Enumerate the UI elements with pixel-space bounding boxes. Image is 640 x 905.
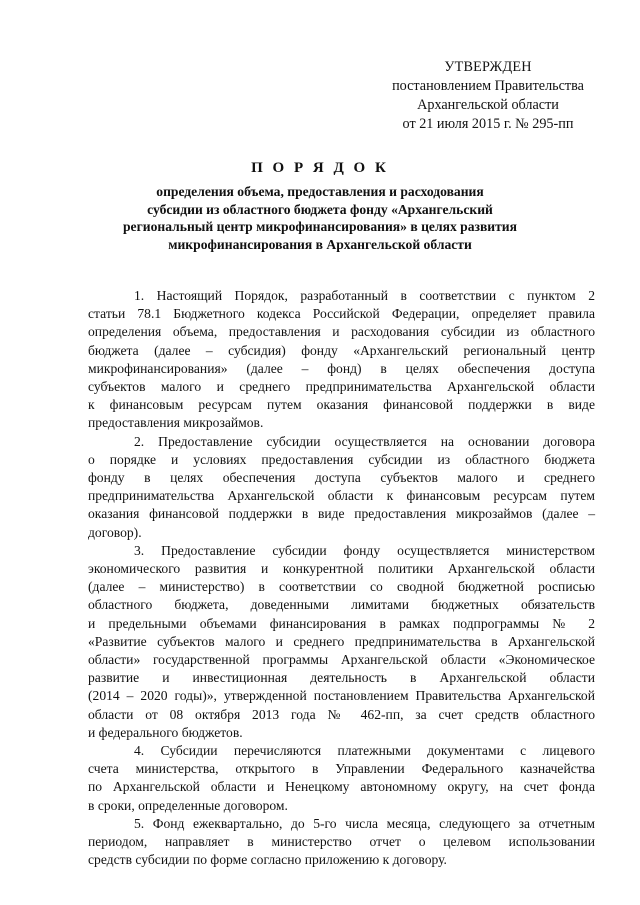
paragraph-line: области от 08 октября 2013 года № 462-пп, за счет средств областного <box>88 706 595 722</box>
paragraph-4 <box>88 742 595 815</box>
paragraph-5 <box>88 815 595 870</box>
paragraph-line: 3. Предоставление субсидии фонду осуществляется министерством <box>134 542 595 558</box>
title-line: региональный центр микрофинансирования» в целях развития <box>123 219 517 235</box>
approval-line: постановлением Правительства <box>392 78 584 94</box>
paragraph-line: договор). <box>88 524 142 540</box>
paragraph-line: предоставления микрозаймов. <box>88 415 264 431</box>
paragraph-line: предпринимательства Архангельской области к финансовым ресурсам путем <box>88 488 595 504</box>
paragraph-line: микрофинансирования» (далее – фонд) в целях обеспечения доступа <box>88 360 595 376</box>
title-heading: П О Р Я Д О К <box>251 160 389 176</box>
paragraph-line: средств субсидии по форме согласно приложению к договору. <box>88 852 447 868</box>
paragraph-line: счета министерства, открытого в Управлении Федерального казначейства <box>88 761 595 777</box>
paragraph-line: бюджета (далее – субсидия) фонду «Архангельский региональный центр <box>88 342 595 358</box>
title-line: определения объема, предоставления и расходования <box>156 184 484 199</box>
paragraph-line: (2014 – 2020 годы)», утвержденной постановлением Правительства Архангельской <box>88 688 595 704</box>
paragraph-line: 4. Субсидии перечисляются платежными документами с лицевого <box>134 743 595 759</box>
paragraph-line: областного бюджета, доведенными лимитами бюджетных обязательств <box>88 597 595 613</box>
paragraph-line: фонду в целях обеспечения доступа субъектов малого и среднего <box>88 470 595 486</box>
document-title <box>60 158 580 253</box>
paragraph-1 <box>88 287 595 433</box>
paragraph-line: и предельными объемами финансирования в рамках подпрограммы № 2 <box>88 615 595 631</box>
approval-word: УТВЕРЖДЕН <box>444 59 532 75</box>
paragraph-line: к финансовым ресурсам путем оказания финансовой поддержки в виде <box>88 397 595 413</box>
paragraph-line: субъектов малого и среднего предпринимательства Архангельской области <box>88 379 595 395</box>
paragraph-line: о порядке и условиях предоставления субсидии из областного бюджета <box>88 451 595 467</box>
approval-stamp <box>360 58 616 134</box>
paragraph-3 <box>88 542 595 742</box>
document-body <box>88 287 595 870</box>
paragraph-line: статьи 78.1 Бюджетного кодекса Российской Федерации, определяет правила <box>88 306 595 322</box>
title-line: субсидии из областного бюджета фонду «Архангельский <box>147 201 493 217</box>
paragraph-line: в сроки, определенные договором. <box>88 797 288 813</box>
approval-line: от 21 июля 2015 г. № 295-пп <box>402 116 574 132</box>
paragraph-line: определения объема, предоставления и расходования субсидии из областного <box>88 324 595 340</box>
paragraph-line: и федерального бюджетов. <box>88 724 243 740</box>
paragraph-line: 5. Фонд ежеквартально, до 5-го числа месяца, следующего за отчетным <box>134 815 595 831</box>
paragraph-line: оказания финансовой поддержки в виде предоставления микрозаймов (далее – <box>88 506 595 522</box>
paragraph-2 <box>88 433 595 542</box>
paragraph-line: периодом, направляет в министерство отчет о целевом использовании <box>88 834 595 850</box>
title-line: микрофинансирования в Архангельской области <box>168 236 472 252</box>
paragraph-line: 1. Настоящий Порядок, разработанный в соответствии с пунктом 2 <box>134 288 595 303</box>
paragraph-line: 2. Предоставление субсидии осуществляется на основании договора <box>134 433 595 449</box>
paragraph-line: по Архангельской области и Ненецкому автономному округу, на счет фонда <box>88 779 595 795</box>
paragraph-line: развитие и инвестиционная деятельность в Архангельской области <box>88 670 595 686</box>
paragraph-line: экономического развития и конкурентной политики Архангельской области <box>88 561 595 577</box>
approval-line: Архангельской области <box>417 97 559 113</box>
paragraph-line: (далее – министерство) в соответствии со сводной бюджетной росписью <box>88 579 595 595</box>
paragraph-line: области» государственной программы Архангельской области «Экономическое <box>88 652 595 668</box>
paragraph-line: «Развитие субъектов малого и среднего предпринимательства в Архангельской <box>88 633 595 649</box>
